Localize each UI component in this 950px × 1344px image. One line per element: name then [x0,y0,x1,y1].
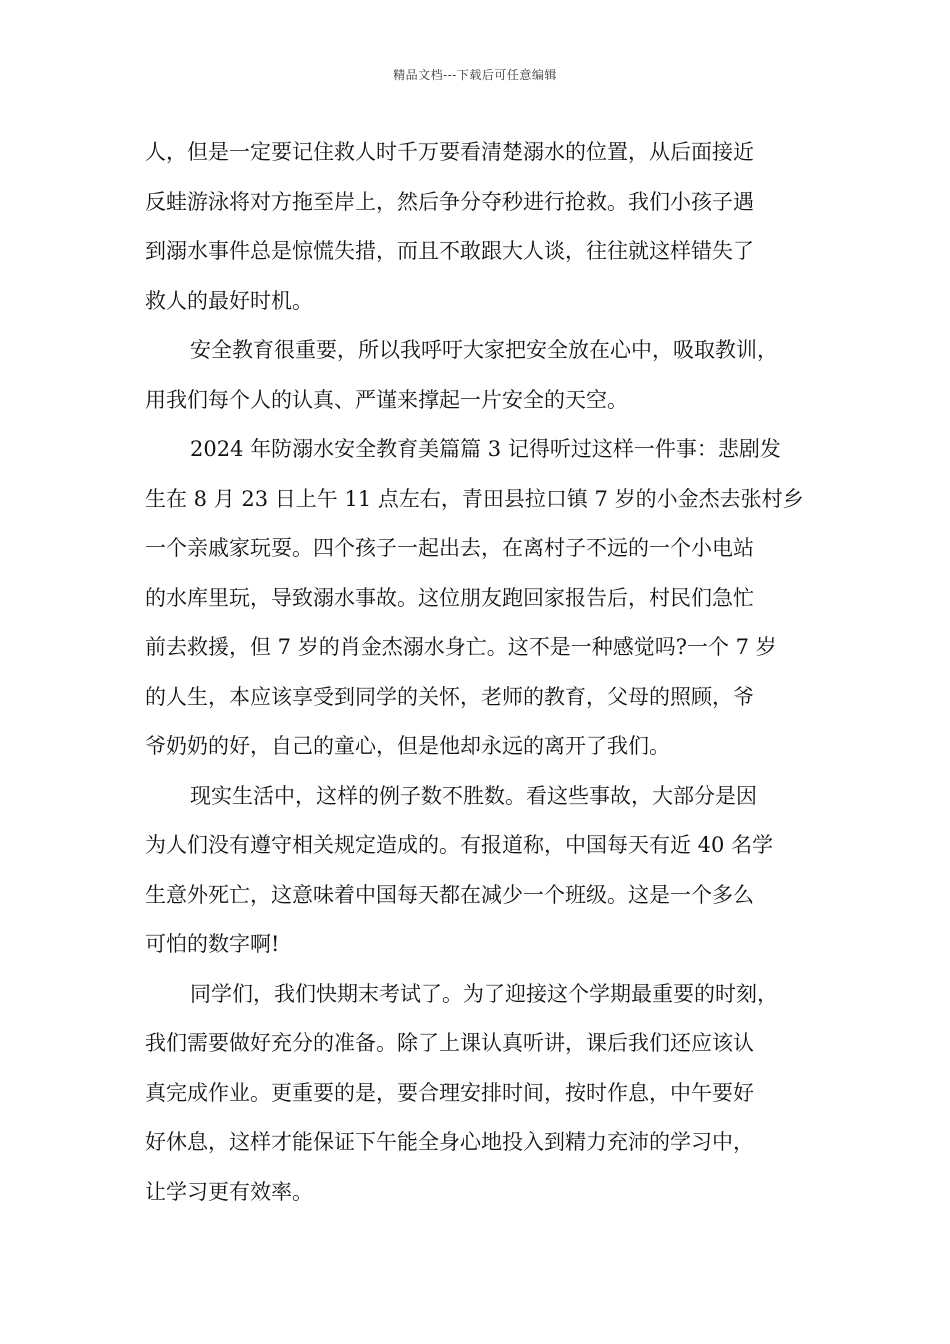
page-header: 精品文档---下载后可任意编辑 [393,68,557,82]
text-line: 人，但是一定要记住救人时千万要看清楚溺水的位置，从后面接近 [145,140,754,164]
text-line: 安全教育很重要，所以我呼吁大家把安全放在心中，吸取教训， [190,338,778,362]
text-line: 为人们没有遵守相关规定造成的。有报道称，中国每天有近 40 名学 [145,833,774,857]
text-line: 用我们每个人的认真、严谨来撑起一片安全的天空。 [145,387,628,412]
text-line: 爷奶奶的好，自己的童心，但是他却永远的离开了我们。 [145,734,670,758]
document-body [145,128,810,1217]
paragraph-4 [145,772,810,970]
text-line: 到溺水事件总是惊慌失措，而且不敢跟大人谈，往往就这样错失了 [145,239,754,263]
text-line: 生意外死亡，这意味着中国每天都在减少一个班级。这是一个多么 [145,882,754,907]
text-line: 前去救援，但 7 岁的肖金杰溺水身亡。这不是一种感觉吗?一个 7 岁 [145,635,777,659]
text-line: 生在 8 月 23 日上午 11 点左右，青田县拉口镇 7 岁的小金杰去张村乡 [145,486,804,511]
text-line: 同学们，我们快期末考试了。为了迎接这个学期最重要的时刻， [190,981,778,1006]
text-line: 让学习更有效率。 [145,1179,313,1204]
text-line: 真完成作业。更重要的是，要合理安排时间，按时作息，中午要好 [145,1080,754,1105]
text-line: 好休息，这样才能保证下午能全身心地投入到精力充沛的学习中， [145,1130,754,1154]
text-line: 一个亲戚家玩耍。四个孩子一起出去，在离村子不远的一个小电站 [145,536,754,560]
text-line: 现实生活中，这样的例子数不胜数。看这些事故，大部分是因 [190,783,757,808]
paragraph-1 [145,128,810,326]
paragraph-5 [145,970,810,1218]
paragraph-2 [145,326,810,425]
text-line: 2024 年防溺水安全教育美篇篇 3 记得听过这样一件事：悲剧发 [190,437,781,461]
text-line: 的人生，本应该享受到同学的关怀，老师的教育，父母的照顾，爷 [145,684,754,709]
text-line: 救人的最好时机。 [145,288,313,313]
paragraph-3 [145,425,810,772]
text-line: 反蛙游泳将对方拖至岸上，然后争分夺秒进行抢救。我们小孩子遇 [145,189,754,214]
text-line: 我们需要做好充分的准备。除了上课认真听讲，课后我们还应该认 [145,1031,754,1055]
text-line: 可怕的数字啊! [145,932,280,956]
text-line: 的水库里玩，导致溺水事故。这位朋友跑回家报告后，村民们急忙 [145,585,754,610]
